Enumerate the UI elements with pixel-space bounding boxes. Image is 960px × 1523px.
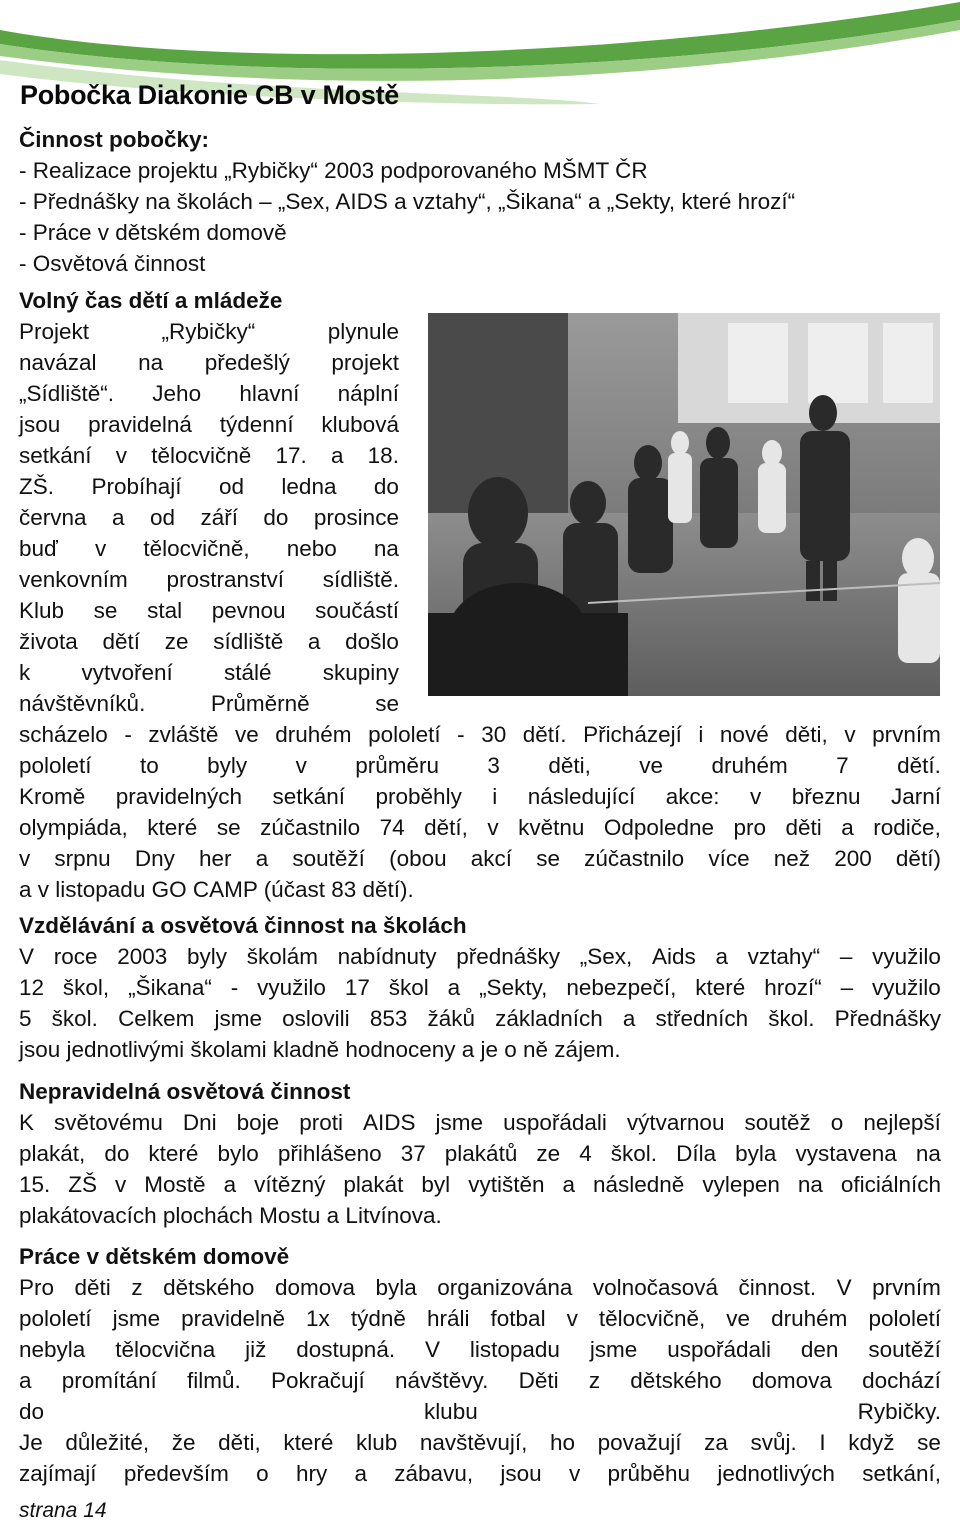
page-number: strana 14 [19,1499,107,1522]
club-gym-photo [428,313,940,696]
text-line: setkání v tělocvičně 17. a 18. [19,443,399,468]
leisure-narrow-column [19,316,399,719]
activity-item: - Osvětová činnost [19,251,206,276]
text-line: buď v tělocvičně, nebo na [19,536,399,561]
text-line: pololetí jsme pravidelně 1x týdně hráli fotbal v tělocvičně, ve druhém pololetí [19,1306,941,1331]
text-line: 12 škol, „Šikana“ - využilo 17 škol a „Sekty, nebezpečí, které hrozí“ – využilo [19,975,941,1000]
text-line: scházelo - zvláště ve druhém pololetí - 30 dětí. Přicházejí i nové děti, v prvním [19,722,941,747]
text-line: k vytvoření stálé skupiny [19,660,399,685]
photo-illustration [428,313,940,696]
text-line: 5 škol. Celkem jsme oslovili 853 žáků základních a středních škol. Přednášky [19,1006,941,1031]
text-line: v srpnu Dny her a soutěží (obou akcí se zúčastnilo více než 200 dětí) [19,846,941,871]
leisure-wide-block [19,719,941,905]
leisure-heading: Volný čas dětí a mládeže [19,288,283,313]
text-line: Pro děti z dětského domova byla organizována volnočasová činnost. V prvním [19,1275,941,1300]
text-line: zajímají především o hry a zábavu, jsou v průběhu jednotlivých setkání, [19,1461,941,1486]
text-line: nebyla tělocvična již dostupná. V listopadu jsme uspořádali den soutěží [19,1337,941,1362]
text-line: ZŠ. Probíhají od ledna do [19,474,399,499]
text-line: 15. ZŠ v Mostě a vítězný plakát byl vytištěn a následně vylepen na oficiálních [19,1172,941,1197]
text-line: plakátovacích plochách Mostu a Litvínova. [19,1203,442,1228]
orphanage-heading: Práce v dětském domově [19,1244,290,1269]
text-line: Klub se stal pevnou součástí [19,598,399,623]
education-section [19,910,941,1065]
text-line: jsou pravidelná týdenní klubová [19,412,399,437]
activity-item: - Realizace projektu „Rybičky“ 2003 podporovaného MŠMT ČR [19,158,648,183]
text-line: venkovním prostranství sídliště. [19,567,399,592]
text-line: plakát, do které bylo přihlášeno 37 plakátů ze 4 škol. Díla byla vystavena na [19,1141,941,1166]
text-line: června a od září do prosince [19,505,399,530]
activities-heading: Činnost pobočky: [19,127,209,152]
activity-item: - Práce v dětském domově [19,220,287,245]
text-line: Projekt „Rybičky“ plynule [19,319,399,344]
text-line: a promítání filmů. Pokračují návštěvy. Děti z dětského domova dochází [19,1368,941,1393]
education-heading: Vzdělávání a osvětová činnost na školách [19,913,467,938]
irregular-section [19,1076,941,1231]
text-line: K světovému Dni boje proti AIDS jsme uspořádali výtvarnou soutěž o nejlepší [19,1110,941,1135]
text-line: života dětí ze sídliště a došlo [19,629,399,654]
page-title: Pobočka Diakonie CB v Mostě [20,80,399,110]
text-line: návštěvníků. Průměrně se [19,691,399,716]
text-line: V roce 2003 byly školám nabídnuty přednášky „Sex, Aids a vztahy“ – využilo [19,944,941,969]
text-line: pololetí to byly v průměru 3 děti, ve druhém 7 dětí. [19,753,941,778]
text-line: do klubu Rybičky. [19,1399,941,1424]
activity-item: - Přednášky na školách – „Sex, AIDS a vztahy“, „Šikana“ a „Sekty, které hrozí“ [19,189,796,214]
text-line: Kromě pravidelných setkání proběhly i následující akce: v březnu Jarní [19,784,941,809]
text-line: olympiáda, které se zúčastnilo 74 dětí, v květnu Odpoledne pro děti a rodiče, [19,815,941,840]
activities-section [19,124,939,279]
text-line: „Sídliště“. Jeho hlavní náplní [19,381,399,406]
text-line: a v listopadu GO CAMP (účast 83 dětí). [19,877,414,902]
text-line: navázal na předešlý projekt [19,350,399,375]
text-line: Je důležité, že děti, které klub navštěvují, ho považují za svůj. I když se [19,1430,941,1455]
orphanage-section [19,1241,941,1489]
text-line: jsou jednotlivými školami kladně hodnoceny a je o ně zájem. [19,1037,621,1062]
irregular-heading: Nepravidelná osvětová činnost [19,1079,351,1104]
